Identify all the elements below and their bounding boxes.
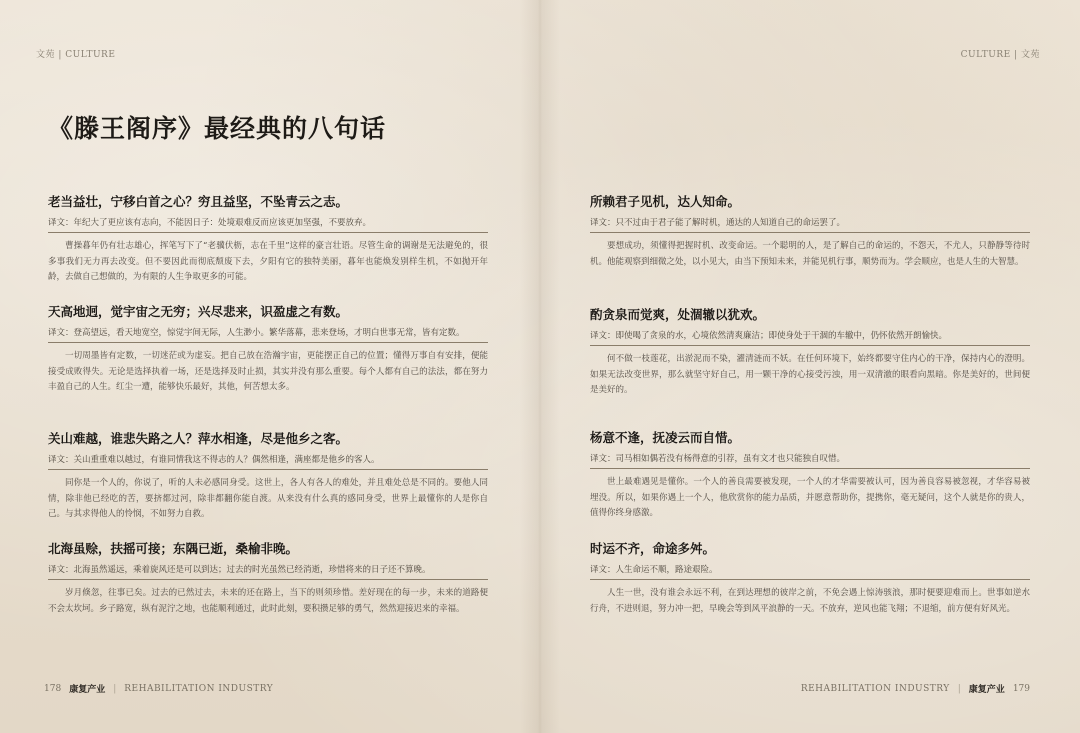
quote-heading: 酌贪泉而觉爽，处涸辙以犹欢。 <box>590 307 766 322</box>
quote-section-8 <box>590 540 1030 617</box>
quote-heading: 天高地迥，觉宇宙之无穷；兴尽悲来，识盈虚之有数。 <box>48 304 349 319</box>
magazine-english-name: REHABILITATION INDUSTRY <box>124 683 274 694</box>
quote-translation: 译文：北海虽然遥远，乘着旋风还是可以到达；过去的时光虽然已经消逝，珍惜将来的日子还不算晚。 <box>48 564 488 580</box>
quote-commentary: 要想成功，须懂得把握时机、改变命运。一个聪明的人，是了解自己的命运的，不怨天，不尤人，只静静等待时机。他能观察到细微之处，以小见大，由当下预知未来，并能见机行事，顺势而为。学会顺应，也是人生的大智慧。 <box>590 241 1030 267</box>
magazine-english-name: REHABILITATION INDUSTRY <box>800 683 950 694</box>
quote-section-4 <box>48 540 488 617</box>
quote-heading: 关山难越，谁悲失路之人？萍水相逢，尽是他乡之客。 <box>48 431 349 446</box>
quote-translation: 译文：年纪大了更应该有志向，不能因日子：处境艰难反而应该更加坚强，不要放弃。 <box>48 217 488 233</box>
article-title: 《滕王阁序》最经典的八句话 <box>48 114 387 143</box>
quote-section-2 <box>48 303 488 396</box>
quote-commentary: 何不做一枝莲花，出淤泥而不染，濯清涟而不妖。在任何环境下，始终都要守住内心的干净，保持内心的澄明。如果无法改变世界，那么就坚守好自己，用一颗干净的心接受污浊，用一双清澈的眼看向黑暗。你是美好的，世间便是美好的。 <box>590 354 1030 395</box>
quote-heading: 杨意不逢，抚凌云而自惜。 <box>590 430 741 445</box>
quote-translation: 译文：只不过由于君子能了解时机，通达的人知道自己的命运罢了。 <box>590 217 1030 233</box>
quote-translation: 译文：即使喝了贪泉的水，心境依然清爽廉洁；即使身处于干涸的车辙中，仍怀依然开朗愉快。 <box>590 330 1030 346</box>
magazine-brand: 康复产业 <box>69 685 106 695</box>
quote-heading: 老当益壮，宁移白首之心？穷且益坚，不坠青云之志。 <box>48 194 349 209</box>
page-number-right: 179 <box>1012 683 1030 694</box>
quote-heading: 时运不齐，命途多舛。 <box>590 541 716 556</box>
quote-heading: 所赖君子见机，达人知命。 <box>590 194 741 209</box>
quote-heading: 北海虽赊，扶摇可接；东隅已逝，桑榆非晚。 <box>48 541 299 556</box>
quote-commentary: 同你是一个人的，你说了，听的人未必感同身受。这世上，各人有各人的难处，并且难处总是不同的。要他人同情，除非他已经吃的苦，要挤都过河，除非都翻你能自渡。从来没有什么真的感同身受，世界上最懂你的人是你自己。与其求得他人的怜悯，不如努力自救。 <box>48 478 488 519</box>
quote-translation: 译文：关山重重难以越过，有谁同情我这不得志的人？偶然相逢，满座都是他乡的客人。 <box>48 454 488 470</box>
quote-commentary: 岁月倏忽，往事已矣。过去的已然过去，未来的还在路上，当下的则须珍惜。差好现在的每一步，未来的道路便不会太坎坷。乡子路宽，纵有泥泞之地，也能顺利通过，此时此刻，要积攒足够的勇气，然然迎接迟来的幸福。 <box>48 588 488 614</box>
book-gutter <box>520 0 560 733</box>
quote-section-1 <box>48 193 488 286</box>
footer-left <box>44 682 273 695</box>
quote-commentary: 一切周墨皆有定数，一切迷茫或为虚妄。把自己放在浩瀚宇宙，更能摆正自己的位置；懂得万事自有安排，便能接受成败得失。无论是选择执着一场，还是选择及时止损，其实并没有那么重要。每个人都有自己的法法，都在努力丰盈自己的人生。红尘一遭，能够快乐最好，其他，何苦想太多。 <box>48 351 488 392</box>
quote-commentary: 世上最难遇见是懂你。一个人的善良需要被发现，一个人的才华需要被认可，因为善良容易被忽视，才华容易被埋没。所以，如果你遇上一个人，他欣赏你的能力品质，并愿意帮助你，提携你，毫无疑问，这个人就是你的贵人，值得你终身感激。 <box>590 477 1030 518</box>
quote-commentary: 曹操暮年仍有壮志雄心，挥笔写下了“老骥伏枥，志在千里”这样的豪言壮语。尽管生命的调谢是无法避免的，很多事我们无力再去改变。但不要因此而彻底颓废下去，夕阳有它的独特美丽，暮年也能焕发别样生机，不如抛开年龄，去做自己想做的，为有限的人生争取更多的可能。 <box>48 241 488 282</box>
quote-commentary: 人生一世，没有谁会永远不利，在到达理想的彼岸之前，不免会遇上惊涛骇浪，那时便要迎难而上。世事如逆水行舟，不进则退，努力冲一把，早晚会等到风平浪静的一天。不放弃，逆风也能飞翔；不退缩，前方便有好风光。 <box>590 588 1030 614</box>
quote-section-7 <box>590 429 1030 522</box>
page-number-left: 178 <box>44 683 62 694</box>
running-header-right: CULTURE | 文苑 <box>960 50 1040 60</box>
quote-section-3 <box>48 430 488 523</box>
quote-translation: 译文：登高望远，看天地宽空，惊觉宇间无际，人生渺小。繁华落幕，悲来登场，才明白世事无常，皆有定数。 <box>48 327 488 343</box>
footer-divider: | <box>957 683 961 694</box>
footer-right <box>801 682 1030 695</box>
quote-translation: 译文：人生命运不顺，路途艰险。 <box>590 564 1030 580</box>
quote-translation: 译文：司马相如偶若没有杨得意的引荐，虽有文才也只能独自叹惜。 <box>590 453 1030 469</box>
quote-section-6 <box>590 306 1030 399</box>
footer-divider: | <box>113 683 117 694</box>
quote-section-5 <box>590 193 1030 270</box>
magazine-brand: 康复产业 <box>968 685 1005 695</box>
running-header-left: 文苑 | CULTURE <box>36 50 116 60</box>
